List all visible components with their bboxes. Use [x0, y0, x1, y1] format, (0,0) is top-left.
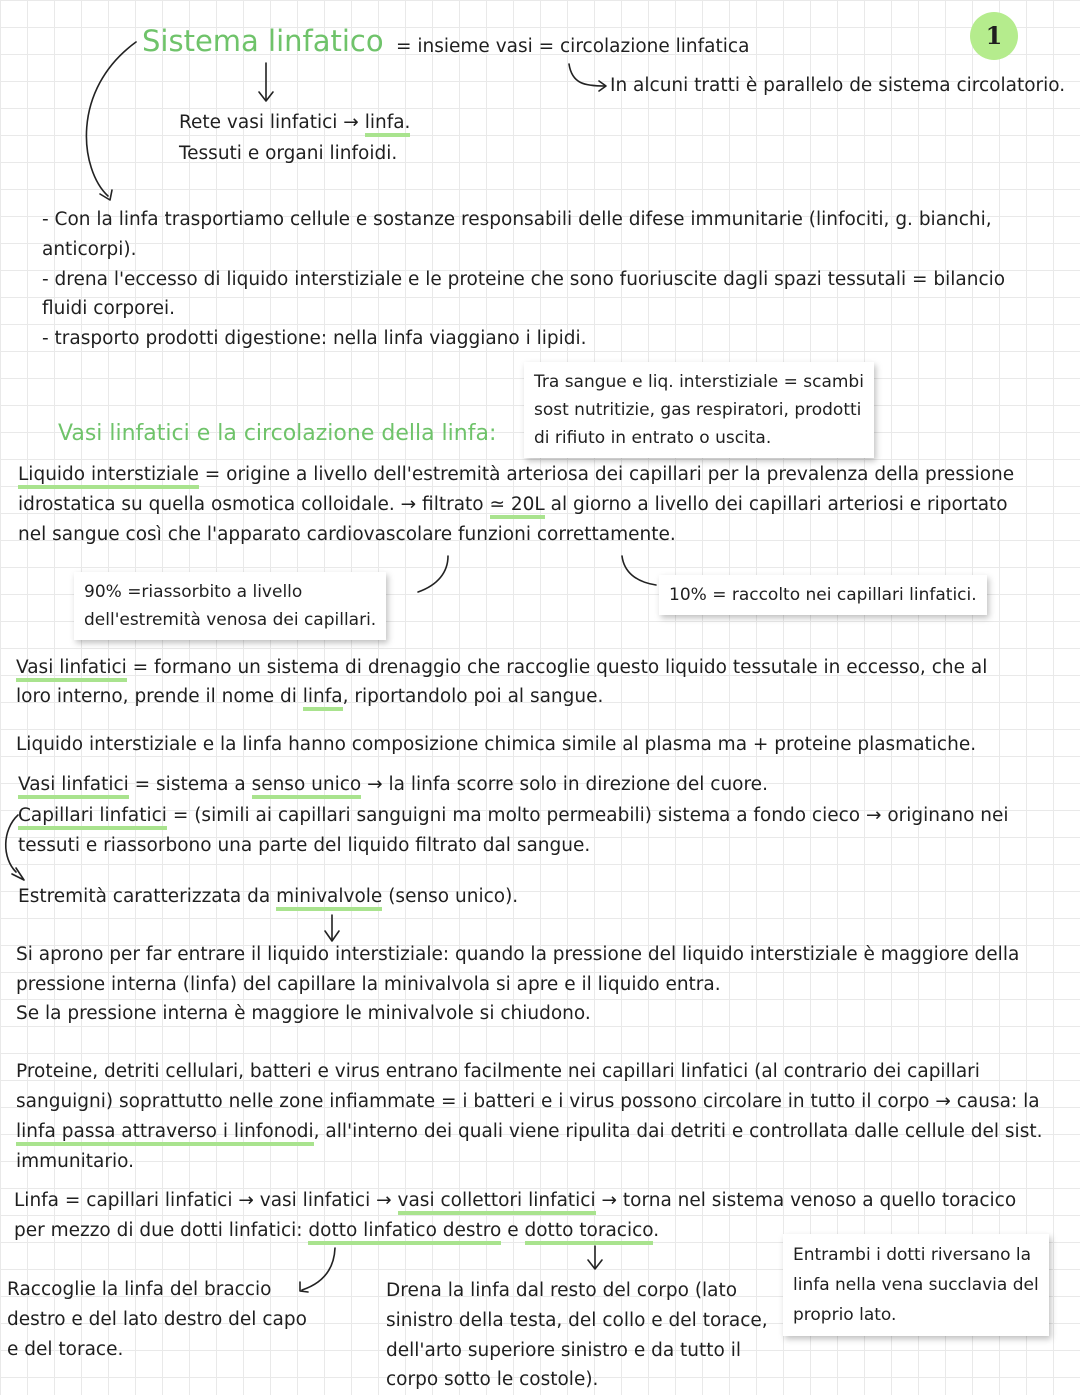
- valves-line: [18, 886, 518, 907]
- vessels-line2: [16, 686, 603, 707]
- lymph-nodes-highlight: linfa passa attraverso i linfonodi: [16, 1121, 314, 1146]
- vessels-term: Vasi linfatici: [16, 657, 127, 682]
- filtrate-amount: ≃ 20L: [490, 494, 545, 519]
- right-duct-line1: Raccoglie la linfa del braccio: [7, 1279, 272, 1300]
- interstitial-line1: [18, 464, 1014, 485]
- curve-to-90: [418, 556, 448, 592]
- composition: Liquido interstiziale e la linfa hanno composizione chimica simile al plasma ma + proteine plasmatiche.: [16, 734, 977, 755]
- path-text: → torna nel sistema venoso a quello toracico: [595, 1190, 1017, 1211]
- page-number-badge: 1: [970, 12, 1018, 60]
- interstitial-term: Liquido interstiziale: [18, 464, 199, 489]
- title-definition: = insieme vasi = circolazione linfatica: [396, 36, 750, 57]
- capillaries-text: = (simili ai capillari sanguigni ma molto permeabili) sistema a fondo cieco → originano nei: [166, 805, 1009, 826]
- curve-to-10: [622, 556, 656, 585]
- one-way-term: Vasi linfatici: [18, 774, 129, 799]
- component-tissues: Tessuti e organi linfoidi.: [179, 143, 398, 164]
- path-text: e: [501, 1220, 525, 1241]
- interstitial-text: al giorno a livello dei capillari arteriosi e riportato: [544, 494, 1008, 515]
- function-2-line2: fluidi corporei.: [42, 298, 176, 319]
- exchange-note-line: di rifiuto in entrato o uscita.: [534, 428, 772, 448]
- interstitial-line3: nel sangue così che l'apparato cardiovascolare funzioni correttamente.: [18, 524, 676, 545]
- component-vessels-text: Rete vasi linfatici →: [179, 112, 359, 133]
- thoracic-duct-line2: sinistro della testa, del collo e del torace,: [386, 1310, 768, 1331]
- right-duct-line2: destro e del lato destro del capo: [7, 1309, 307, 1330]
- hook-arrow: [569, 64, 605, 86]
- valves-text: Estremità caratterizzata da: [18, 886, 277, 907]
- section-title: Vasi linfatici e la circolazione della linfa:: [58, 421, 497, 446]
- curve-arrow-left-head: [100, 190, 112, 200]
- path-text: .: [653, 1220, 660, 1241]
- thoracic-duct-line3: dell'arto superiore sinistro e da tutto il: [386, 1340, 742, 1361]
- exchange-note-line: Tra sangue e liq. interstiziale = scambi: [534, 372, 864, 392]
- arrow-right-duct: [302, 1248, 335, 1290]
- vessels-text: = formano un sistema di drenaggio che raccoglie questo liquido tessutale in eccesso, che al: [126, 657, 988, 678]
- valves-highlight: minivalvole: [276, 886, 382, 911]
- interstitial-line2: [18, 494, 1008, 515]
- reabsorbed-note-line: 90% =riassorbito a livello: [84, 582, 303, 602]
- valves-text: (senso unico).: [382, 886, 519, 907]
- collected-note: 10% = raccolto nei capillari linfatici.: [659, 575, 987, 615]
- path-line2: [14, 1220, 659, 1241]
- vessels-text: loro interno, prende il nome di: [16, 686, 303, 707]
- lymph-term: linfa: [303, 686, 343, 711]
- path-text: Linfa = capillari linfatici → vasi linfatici →: [14, 1190, 398, 1211]
- ducts-note: [783, 1234, 1049, 1336]
- proteins-text: , all'interno dei quali viene ripulita dai detriti e controllata dalle cellule del sist.: [313, 1121, 1043, 1142]
- one-way-line: [18, 774, 768, 795]
- thoracic-duct-term: dotto toracico: [525, 1220, 654, 1245]
- vessels-text: , riportandolo poi al sangue.: [342, 686, 604, 707]
- page-title: Sistema linfatico: [142, 24, 384, 58]
- capillaries-line2: tessuti e riassorbono una parte del liquido filtrato dal sangue.: [18, 835, 591, 856]
- path-line1: [14, 1190, 1016, 1211]
- curve-arrow-left: [86, 42, 136, 196]
- proteins-line2: sanguigni) soprattutto nelle zone infiammate = i batteri e i virus possono circolare in tutto il corpo → causa: la: [16, 1091, 1040, 1112]
- vessels-line1: [16, 657, 987, 678]
- function-1-line1: - Con la linfa trasportiamo cellule e sostanze responsabili delle difese immunitarie (linfociti, g. bianchi,: [42, 209, 992, 230]
- component-vessels: [179, 112, 410, 133]
- thoracic-duct-line1: Drena la linfa dal resto del corpo (lato: [386, 1280, 738, 1301]
- ducts-note-line: linfa nella vena succlavia del: [793, 1275, 1039, 1295]
- proteins-line4: immunitario.: [16, 1151, 134, 1172]
- capillaries-term: Capillari linfatici: [18, 805, 167, 830]
- interstitial-text: = origine a livello dell'estremità arteriosa dei capillari per la prevalenza della pressione: [198, 464, 1015, 485]
- valves-explain-3: Se la pressione interna è maggiore le minivalvole si chiudono.: [16, 1003, 591, 1024]
- one-way-text: → la linfa scorre solo in direzione del cuore.: [361, 774, 768, 795]
- right-duct-term: dotto linfatico destro: [308, 1220, 501, 1245]
- capillaries-line1: [18, 805, 1009, 826]
- interstitial-text: idrostatica su quella osmotica colloidale. → filtrato: [18, 494, 490, 515]
- exchange-note-line: sost nutritizie, gas respiratori, prodotti: [534, 400, 862, 420]
- bracket-capillari: [6, 815, 18, 872]
- one-way-highlight: senso unico: [252, 774, 362, 799]
- function-2-line1: - drena l'eccesso di liquido interstiziale e le proteine che sono fuoriuscite dagli spazi tessutali = bilancio: [42, 269, 1006, 290]
- right-duct-line3: e del torace.: [7, 1339, 124, 1360]
- proteins-line1: Proteine, detriti cellulari, batteri e virus entrano facilmente nei capillari linfatici (al contrario dei capillari: [16, 1061, 980, 1082]
- reabsorbed-note-line: dell'estremità venosa dei capillari.: [84, 610, 377, 630]
- valves-explain-2: pressione interna (linfa) del capillare la minivalvola si apre e il liquido entra.: [16, 974, 721, 995]
- proteins-line3: [16, 1121, 1042, 1142]
- one-way-text: = sistema a: [128, 774, 252, 795]
- path-text: per mezzo di due dotti linfatici:: [14, 1220, 309, 1241]
- valves-explain-1: Si aprono per far entrare il liquido interstiziale: quando la pressione del liquido interstiziale è maggiore della: [16, 944, 1020, 965]
- thoracic-duct-line4: corpo sotto le costole).: [386, 1369, 599, 1390]
- function-3: - trasporto prodotti digestione: nella linfa viaggiano i lipidi.: [42, 328, 587, 349]
- reabsorbed-note: [74, 572, 386, 640]
- parallel-note: In alcuni tratti è parallelo de sistema circolatorio.: [610, 75, 1066, 96]
- component-lymph: linfa.: [365, 112, 411, 137]
- exchange-note: [524, 362, 874, 458]
- collector-vessels: vasi collettori linfatici: [398, 1190, 596, 1215]
- ducts-note-line: Entrambi i dotti riversano la: [793, 1245, 1032, 1265]
- ducts-note-line: proprio lato.: [793, 1305, 897, 1325]
- function-1-line2: anticorpi).: [42, 239, 137, 260]
